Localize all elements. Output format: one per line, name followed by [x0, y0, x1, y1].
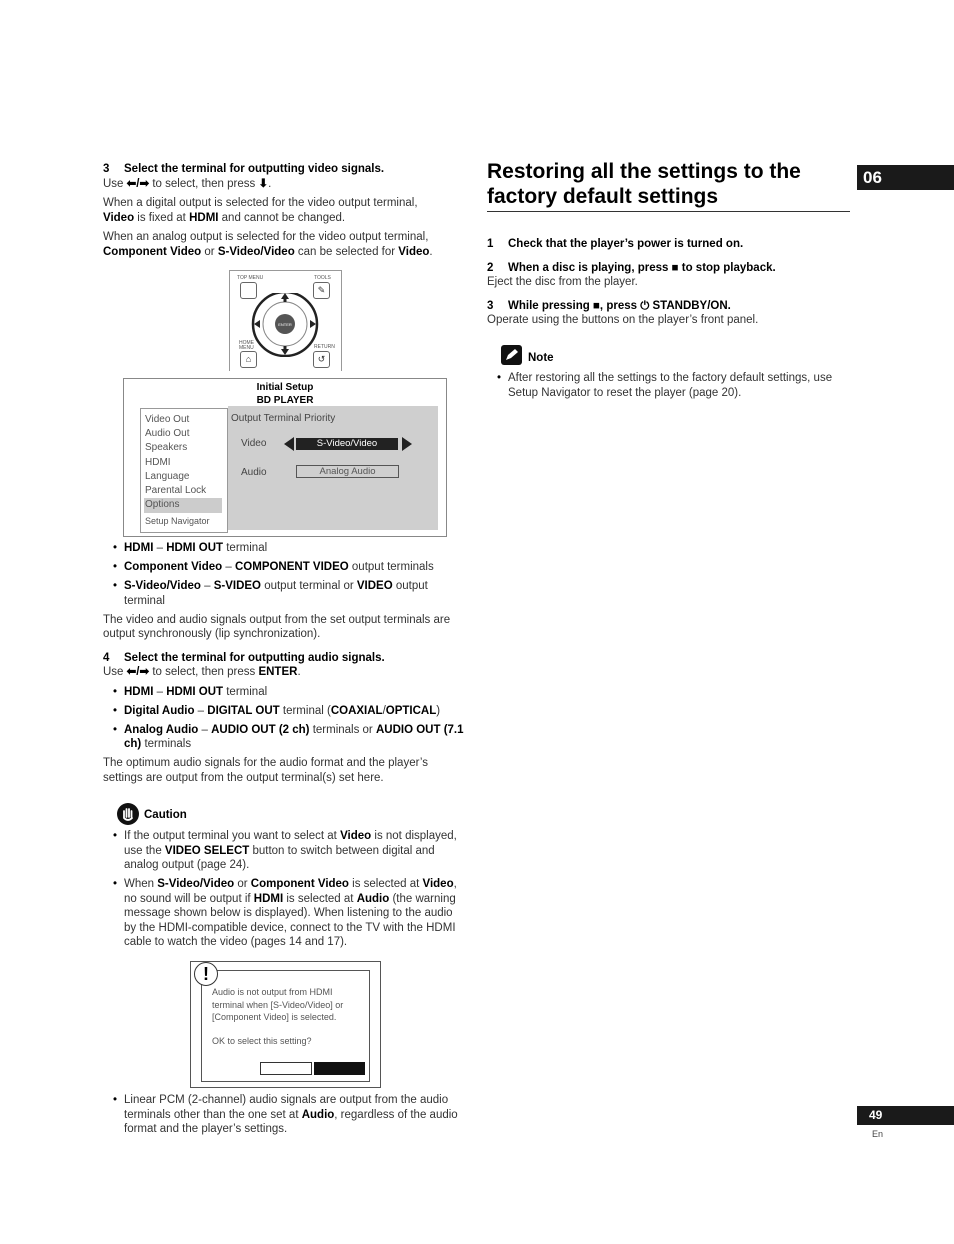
return-button[interactable] [313, 351, 330, 368]
home-menu-label: HOME MENU [239, 340, 254, 351]
audio-label: Audio [241, 467, 267, 478]
restore-step-1: 1 Check that the player’s power is turned on. [487, 238, 744, 250]
return-icon: ↺ [317, 354, 326, 364]
list-item: • After restoring all the settings to the factory default settings, use Setup Navigator to reset the player (page 20). [487, 371, 849, 400]
left-right-arrows-icon: ⬅/➡ [126, 666, 150, 678]
title-rule [487, 211, 850, 212]
caution-hand-icon [117, 803, 139, 825]
exclamation-icon: ! [194, 962, 218, 986]
video-right-arrow-icon[interactable] [402, 437, 412, 456]
section-title: Restoring all the settings to the factory default settings [487, 160, 801, 208]
menu-parental-lock[interactable]: Parental Lock [145, 485, 207, 496]
top-menu-label: TOP MENU [237, 275, 264, 281]
remote-control-illustration [229, 270, 342, 371]
digital-output-paragraph: When a digital output is selected for the video output terminal, Video is fixed at HDMI and cannot be changed. [103, 197, 418, 224]
caution-list [103, 829, 465, 950]
list-item: • Component Video – COMPONENT VIDEO output terminals [103, 560, 465, 575]
list-item: • Digital Audio – DIGITAL OUT terminal (COAXIAL/OPTICAL) [103, 704, 465, 719]
list-item: • Analog Audio – AUDIO OUT (2 ch) terminals or AUDIO OUT (7.1 ch) terminals [103, 723, 465, 752]
step-4-heading: 4 Select the terminal for outputting audio signals. [103, 651, 385, 664]
step-3-instruction: Use ⬅/➡ to select, then press ⬇. [103, 177, 272, 190]
setup-title: Initial Setup [256, 382, 314, 393]
restore-step-2: 2 When a disc is playing, press ■ to stop playback. [487, 261, 776, 274]
page-number: 49 [857, 1106, 954, 1125]
restore-step-3-desc: Operate using the buttons on the player’s front panel. [487, 314, 759, 326]
language-code: En [872, 1129, 884, 1139]
video-left-arrow-icon[interactable] [284, 437, 294, 456]
optimum-paragraph: The optimum audio signals for the audio format and the player’s settings are output from the output terminal(s) set here. [103, 757, 428, 784]
menu-audio-out[interactable]: Audio Out [145, 428, 190, 439]
list-item: • HDMI – HDMI OUT terminal [103, 685, 465, 700]
step-3-heading: 3 Select the terminal for outputting video signals. [103, 163, 385, 175]
dialog-question: OK to select this setting? [212, 1035, 312, 1046]
menu-setup-navigator[interactable]: Setup Navigator [145, 516, 210, 526]
home-menu-button[interactable] [240, 351, 257, 368]
tools-label: TOOLS [314, 275, 331, 281]
audio-value[interactable]: Analog Audio [296, 465, 399, 478]
setup-panel [228, 406, 438, 530]
svg-text:ENTER: ENTER [278, 322, 292, 327]
video-value[interactable]: S-Video/Video [296, 438, 398, 450]
dialog-message-line2: terminal when [S-Video/Video] or [212, 999, 344, 1010]
list-item: • HDMI – HDMI OUT terminal [103, 541, 465, 556]
setup-menu [140, 408, 228, 533]
home-icon: ⌂ [245, 354, 252, 364]
menu-language[interactable]: Language [145, 471, 190, 482]
note-pencil-icon [501, 345, 522, 365]
list-item: • S-Video/Video – S-VIDEO output terminal or VIDEO output terminal [103, 579, 465, 608]
left-right-arrows-icon: ⬅/➡ [126, 177, 150, 190]
list-item: • Linear PCM (2-channel) audio signals are output from the audio terminals other than the one set at Audio, regardless of the audio format and the player’s settings. [103, 1093, 465, 1137]
menu-options[interactable]: Options [144, 498, 222, 513]
list-item: • If the output terminal you want to select at Video is not displayed, use the VIDEO SELECT button to switch between digital and analog output (page 24). [103, 829, 465, 873]
restore-step-2-desc: Eject the disc from the player. [487, 276, 638, 288]
caution-label: Caution [144, 809, 187, 821]
initial-setup-screen [123, 378, 447, 537]
menu-speakers[interactable]: Speakers [145, 442, 188, 453]
video-terminal-list [103, 541, 465, 608]
warning-dialog [190, 961, 381, 1088]
dialog-cancel-button[interactable] [260, 1062, 312, 1075]
note-label: Note [528, 352, 554, 364]
sync-paragraph: The video and audio signals output from the set output terminals are output synchronously (lip synchronization). [103, 613, 451, 640]
analog-output-paragraph: When an analog output is selected for the video output terminal, Component Video or S-Video/Video can be selected for Video. [103, 231, 433, 258]
chapter-tab: 06 [857, 165, 954, 190]
dialog-message-line1: Audio is not output from HDMI [212, 987, 333, 997]
wrench-icon: ✎ [317, 285, 326, 295]
down-arrow-icon: ⬇ [258, 177, 269, 190]
audio-terminal-list [103, 685, 465, 752]
direction-pad[interactable] [248, 293, 322, 357]
dialog-ok-button[interactable] [314, 1062, 365, 1075]
setup-subtitle: BD PLAYER [256, 395, 314, 406]
menu-hdmi[interactable]: HDMI [145, 457, 171, 468]
note-list [487, 371, 849, 400]
restore-step-3: 3 While pressing ■, press ⏻ STANDBY/ON. [487, 299, 731, 312]
return-label: RETURN [314, 344, 335, 350]
dialog-message-line3: [Component Video] is selected. [212, 1012, 337, 1022]
list-item: • When S-Video/Video or Component Video is selected at Video, no sound will be output if HDMI is selected at Audio (the warning message shown below is displayed). When listening to the audio by the HDMI-compatible device, connect to the TV with the HDMI cable to watch the video (pages 14 and 17). [103, 877, 465, 950]
video-label: Video [241, 438, 267, 449]
panel-title: Output Terminal Priority [231, 413, 336, 424]
step-4-instruction: Use ⬅/➡ to select, then press ENTER. [103, 666, 301, 678]
lpcm-list [103, 1093, 465, 1137]
menu-video-out[interactable]: Video Out [145, 414, 190, 425]
